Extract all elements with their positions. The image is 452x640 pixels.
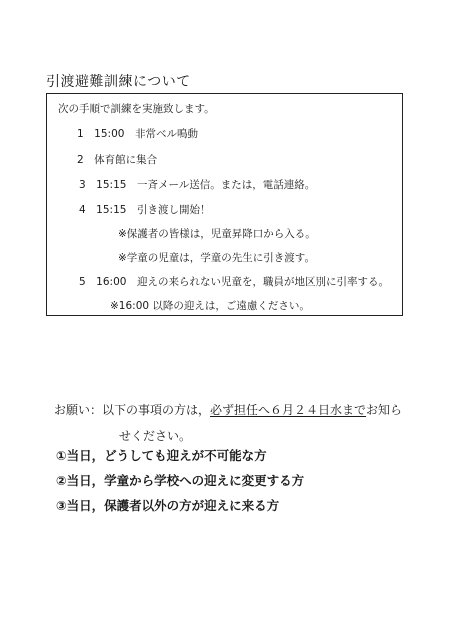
procedure-step-3: 3 15:15 一斉メール送信。または，電話連絡。 (79, 179, 316, 191)
request-deadline: 必ず担任へ６月２４日水まで (210, 403, 367, 417)
procedure-intro: 次の手順で訓練を実施致します。 (58, 103, 215, 115)
procedure-step-1: 1 15:00 非常ベル鳴動 (77, 128, 198, 140)
request-prefix: お願い：以下の事項の方は， (54, 403, 211, 417)
request-notice-line-1 (54, 401, 402, 418)
procedure-step-5: 5 16:00 迎えの来られない児童を，職員が地区別に引率する。 (79, 276, 389, 288)
request-suffix: お知ら (366, 403, 403, 417)
request-item-2: ②当日，学童から学校への迎えに変更する方 (56, 473, 305, 488)
document-title: 引渡避難訓練について (46, 74, 191, 90)
procedure-note-gakudo: ※学童の児童は，学童の先生に引き渡す。 (118, 252, 315, 264)
procedure-step-4: 4 15:15 引き渡し開始！ (79, 204, 211, 216)
request-item-3: ③当日，保護者以外の方が迎えに来る方 (56, 498, 280, 513)
request-item-1: ①当日，どうしても迎えが不可能な方 (56, 448, 267, 463)
procedure-note-guardians: ※保護者の皆様は，児童昇降口から入る。 (118, 228, 316, 240)
procedure-note-late-pickup: ※16:00 以降の迎えは，ご遠慮ください。 (110, 300, 310, 312)
procedure-step-2: 2 体育館に集合 (77, 154, 158, 166)
request-notice-line-2: せください。 (119, 429, 192, 443)
